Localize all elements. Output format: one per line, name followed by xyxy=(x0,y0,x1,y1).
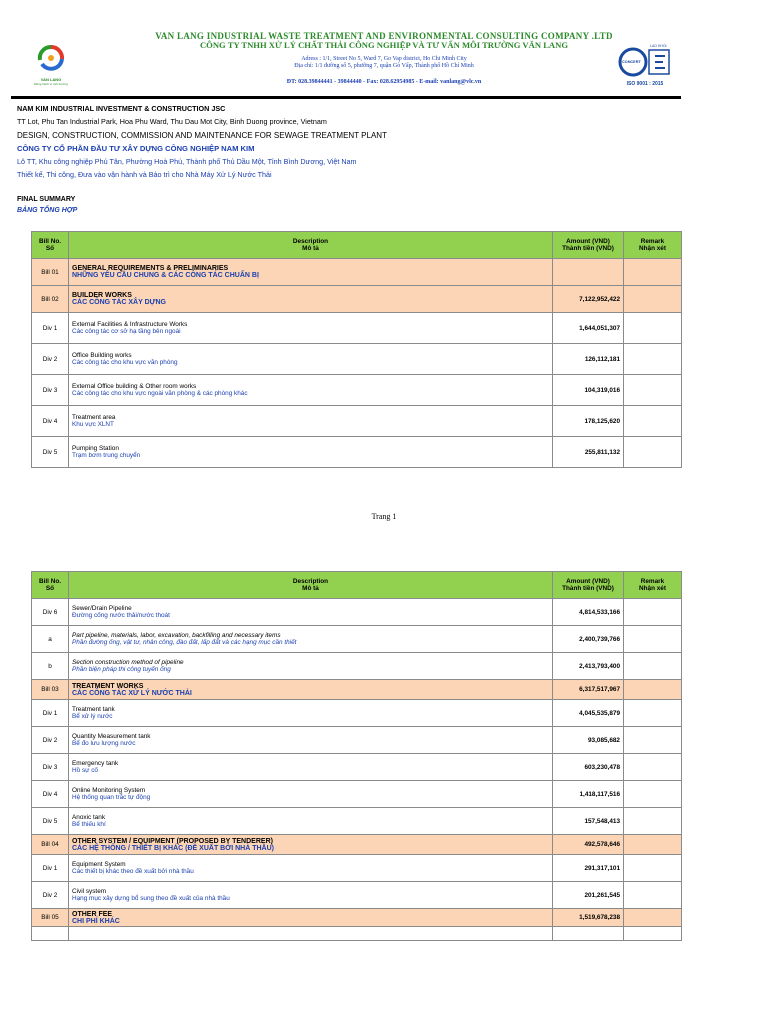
description-en: Equipment System xyxy=(72,861,126,868)
summary-table-page2 xyxy=(31,571,682,941)
description-vn: Các công tác cho khu vực văn phòng xyxy=(72,359,178,366)
amount-cell: 93,085,682 xyxy=(553,727,624,754)
remark-cell xyxy=(624,259,682,286)
description-cell xyxy=(69,259,553,286)
remark-cell xyxy=(624,808,682,835)
bill-no-cell: Div 2 xyxy=(32,344,69,375)
table-row xyxy=(32,855,682,882)
description-en: Online Monitoring System xyxy=(72,787,146,794)
header-description: Description Mô tả xyxy=(69,572,553,599)
amount-cell: 1,519,678,238 xyxy=(553,909,624,927)
remark-cell xyxy=(624,437,682,468)
cert-label: CONCERT xyxy=(622,60,641,64)
amount-cell: 157,548,413 xyxy=(553,808,624,835)
header-bill-no: Bill No. Số xyxy=(32,572,69,599)
description-cell xyxy=(69,754,553,781)
description-cell xyxy=(69,680,553,700)
company-name-vn: CÔNG TY TNHH XỬ LÝ CHẤT THẢI CÔNG NGHIỆP VÀ TƯ VẤN MÔI TRƯỜNG VĂN LANG xyxy=(199,40,569,50)
description-en: OTHER FEE xyxy=(72,910,113,918)
amount-cell: 2,400,739,766 xyxy=(553,626,624,653)
summary-title-en: FINAL SUMMARY xyxy=(17,196,76,203)
bill-section-row xyxy=(32,286,682,313)
company-contact: ĐT: 028.39844441 - 39844440 - Fax: 028.62954985 - E-mail: vanlang@vlc.vn xyxy=(286,79,482,85)
remark-cell xyxy=(624,835,682,855)
description-vn: Hệ thống quan trắc tự động xyxy=(72,794,151,801)
description-cell xyxy=(69,599,553,626)
description-en: Emergency tank xyxy=(72,760,119,767)
description-cell xyxy=(69,927,553,941)
company-address-en: Adress : 1/1, Street No 5, Ward 7, Go Vap district, Ho Chi Minh City xyxy=(301,56,467,62)
description-en: Sewer/Drain Pipeline xyxy=(72,605,132,612)
bill-no-cell: Div 5 xyxy=(32,437,69,468)
summary-title-vn: BẢNG TỔNG HỢP xyxy=(17,207,78,214)
page-number: Trang 1 xyxy=(371,512,397,521)
description-en: GENERAL REQUIREMENTS & PRELIMINARIES xyxy=(72,265,229,272)
description-cell xyxy=(69,700,553,727)
bill-no-cell: Div 6 xyxy=(32,599,69,626)
table-row xyxy=(32,653,682,680)
remark-cell xyxy=(624,286,682,313)
table-row xyxy=(32,882,682,909)
remark-cell xyxy=(624,344,682,375)
description-en: Pumping Station xyxy=(72,445,119,452)
bill-section-row xyxy=(32,909,682,927)
description-vn: CÁC HỆ THỐNG / THIẾT BỊ KHÁC (ĐỀ XUẤT BỞI NHÀ THẦU) xyxy=(72,844,274,852)
amount-cell xyxy=(553,927,624,941)
description-cell xyxy=(69,653,553,680)
description-vn: Trạm bơm trung chuyển xyxy=(72,452,141,459)
remark-cell xyxy=(624,909,682,927)
description-vn: NHỮNG YÊU CẦU CHUNG & CÁC CÔNG TÁC CHUẨN BỊ xyxy=(72,272,259,279)
client-address-en: TT Lot, Phu Tan Industrial Park, Hoa Phu Ward, Thu Dau Mot City, Binh Duong province, Vietnam xyxy=(17,117,327,126)
description-vn: Bể thiếu khí xyxy=(72,821,106,828)
bill-no-cell: Div 5 xyxy=(32,808,69,835)
bill-no-cell: Div 2 xyxy=(32,727,69,754)
header-remark: Remark Nhận xét xyxy=(624,232,682,259)
table-row xyxy=(32,344,682,375)
header-remark: Remark Nhận xét xyxy=(624,572,682,599)
description-vn: Hồ sự cố xyxy=(72,767,98,774)
table-row xyxy=(32,313,682,344)
remark-cell xyxy=(624,882,682,909)
header-amount: Amount (VND) Thành tiền (VND) xyxy=(553,232,624,259)
table-row xyxy=(32,599,682,626)
remark-cell xyxy=(624,855,682,882)
amount-cell: 201,261,545 xyxy=(553,882,624,909)
client-scope-en: DESIGN, CONSTRUCTION, COMMISSION AND MAINTENANCE FOR SEWAGE TREATMENT PLANT xyxy=(17,131,387,140)
description-cell xyxy=(69,313,553,344)
description-vn: Các công tác cơ sở hạ tầng bên ngoài xyxy=(72,328,181,335)
description-cell xyxy=(69,855,553,882)
amount-cell: 178,125,620 xyxy=(553,406,624,437)
description-en: Office Building works xyxy=(72,352,132,359)
table-row xyxy=(32,437,682,468)
description-en: Part pipeline, materials, labor, excavation, backfilling and necessary items xyxy=(72,632,281,639)
description-en: Quantity Measurement tank xyxy=(72,733,151,740)
amount-cell: 255,811,132 xyxy=(553,437,624,468)
description-vn: Phần biện pháp thi công tuyến ống xyxy=(72,666,171,673)
remark-cell xyxy=(624,375,682,406)
client-name-en: NAM KIM INDUSTRIAL INVESTMENT & CONSTRUCTION JSC xyxy=(17,104,226,113)
description-vn: CÁC CÔNG TÁC XỬ LÝ NƯỚC THẢI xyxy=(72,689,192,697)
bill-no-cell: Div 1 xyxy=(32,855,69,882)
remark-cell xyxy=(624,406,682,437)
bill-no-cell: Bill 04 xyxy=(32,835,69,855)
description-en: Treatment area xyxy=(72,414,116,421)
amount-cell: 492,578,646 xyxy=(553,835,624,855)
description-en: External Office building & Other room works xyxy=(72,383,197,390)
company-name-en: VAN LANG INDUSTRIAL WASTE TREATMENT AND ENVIRONMENTAL CONSULTING COMPANY .LTD xyxy=(155,31,613,41)
table-row xyxy=(32,375,682,406)
description-en: External Facilities & Infrastructure Works xyxy=(72,321,188,328)
iso-cert-logo xyxy=(617,44,673,90)
remark-cell xyxy=(624,680,682,700)
description-vn: CHI PHÍ KHÁC xyxy=(72,917,120,925)
client-scope-vn: Thiết kế, Thi công, Đưa vào vận hành và Bảo trì cho Nhà Máy Xử Lý Nước Thải xyxy=(17,170,272,179)
table-row xyxy=(32,727,682,754)
description-cell xyxy=(69,882,553,909)
description-vn: Khu vực XLNT xyxy=(72,421,114,428)
bill-no-cell: Div 2 xyxy=(32,882,69,909)
bill-section-row xyxy=(32,259,682,286)
amount-cell xyxy=(553,259,624,286)
description-en: OTHER SYSTEM / EQUIPMENT (PROPOSED BY TENDERER) xyxy=(72,837,273,845)
bill-no-cell: Bill 02 xyxy=(32,286,69,313)
remark-cell xyxy=(624,700,682,727)
bill-no-cell: Div 3 xyxy=(32,375,69,406)
bill-no-cell: Div 4 xyxy=(32,781,69,808)
description-cell xyxy=(69,406,553,437)
summary-table-page1 xyxy=(31,231,682,468)
description-vn: Các công tác cho khu vực ngoài văn phòng & các phòng khác xyxy=(72,390,248,397)
amount-cell: 1,644,051,307 xyxy=(553,313,624,344)
remark-cell xyxy=(624,653,682,680)
description-en: BUILDER WORKS xyxy=(72,292,132,299)
amount-cell: 126,112,181 xyxy=(553,344,624,375)
amount-cell: 1,418,117,516 xyxy=(553,781,624,808)
description-cell xyxy=(69,727,553,754)
description-vn: Phần đường ống, vật tư, nhân công, đào đất, lấp đất và các hạng mục cần thiết xyxy=(72,639,297,646)
description-cell xyxy=(69,344,553,375)
description-en: Treatment tank xyxy=(72,706,115,713)
description-cell xyxy=(69,835,553,855)
amount-cell: 2,413,793,400 xyxy=(553,653,624,680)
amount-cell: 291,317,101 xyxy=(553,855,624,882)
remark-cell xyxy=(624,754,682,781)
client-name-vn: CÔNG TY CỔ PHẦN ĐẦU TƯ XÂY DỰNG CÔNG NGHIỆP NAM KIM xyxy=(17,144,255,153)
bill-no-cell: Bill 03 xyxy=(32,680,69,700)
description-en: Civil system xyxy=(72,888,107,895)
description-cell xyxy=(69,286,553,313)
logo-caption: VAN LANG xyxy=(40,77,62,82)
description-cell xyxy=(69,781,553,808)
company-address-vn: Địa chỉ: 1/1 đường số 5, phường 7, quận Gò Vấp, Thành phố Hồ Chí Minh xyxy=(294,63,474,69)
remark-cell xyxy=(624,313,682,344)
iso-label: ISO 9001 : 2015 xyxy=(626,81,664,87)
bill-section-row xyxy=(32,680,682,700)
header-description: Description Mô tả xyxy=(69,232,553,259)
description-vn: Bể xử lý nước xyxy=(72,713,113,720)
bill-no-cell: Div 4 xyxy=(32,406,69,437)
remark-cell xyxy=(624,599,682,626)
remark-cell xyxy=(624,781,682,808)
description-cell xyxy=(69,437,553,468)
amount-cell: 7,122,952,422 xyxy=(553,286,624,313)
description-en: TREATMENT WORKS xyxy=(72,682,144,690)
description-cell xyxy=(69,909,553,927)
table-header-row xyxy=(32,232,682,259)
bill-no-cell: Div 1 xyxy=(32,313,69,344)
table-header-row xyxy=(32,572,682,599)
description-vn: Hạng mục xây dựng bổ sung theo đề xuất của nhà thầu xyxy=(72,895,230,902)
bill-no-cell: Div 1 xyxy=(32,700,69,727)
table-row xyxy=(32,927,682,941)
header-divider xyxy=(11,96,681,99)
header-bill-no: Bill No. Số xyxy=(32,232,69,259)
table-row xyxy=(32,626,682,653)
amount-cell: 603,230,478 xyxy=(553,754,624,781)
logo-tagline: Đồng hành vì môi trường xyxy=(34,82,68,86)
description-vn: Bể đo lưu lượng nước xyxy=(72,740,136,747)
description-en: Section construction method of pipeline xyxy=(72,659,184,666)
bill-no-cell: Div 3 xyxy=(32,754,69,781)
client-address-vn: Lô TT, Khu công nghiệp Phú Tân, Phường Hoà Phú, Thành phố Thủ Dầu Một, Tỉnh Bình Dương, Việt Nam xyxy=(17,157,357,166)
amount-cell: 4,814,533,166 xyxy=(553,599,624,626)
bill-no-cell: a xyxy=(32,626,69,653)
amount-cell: 4,045,535,879 xyxy=(553,700,624,727)
bill-no-cell: Bill 01 xyxy=(32,259,69,286)
description-cell xyxy=(69,626,553,653)
description-cell xyxy=(69,808,553,835)
description-cell xyxy=(69,375,553,406)
table-row xyxy=(32,754,682,781)
description-vn: Đường cống nước thải/nước thoát xyxy=(72,612,170,619)
table-row xyxy=(32,406,682,437)
amount-cell: 6,317,517,967 xyxy=(553,680,624,700)
bill-no-cell xyxy=(32,927,69,941)
remark-cell xyxy=(624,927,682,941)
table-row xyxy=(32,808,682,835)
description-vn: Các thiết bị khác theo đề xuất bởi nhà thầu xyxy=(72,868,194,875)
cert-small-text: LAO KHOI xyxy=(650,44,667,48)
amount-cell: 104,319,016 xyxy=(553,375,624,406)
table-row xyxy=(32,700,682,727)
header-amount: Amount (VND) Thành tiền (VND) xyxy=(553,572,624,599)
bill-section-row xyxy=(32,835,682,855)
description-en: Anoxic tank xyxy=(72,814,106,821)
table-row xyxy=(32,781,682,808)
remark-cell xyxy=(624,727,682,754)
bill-no-cell: b xyxy=(32,653,69,680)
description-vn: CÁC CÔNG TÁC XÂY DỰNG xyxy=(72,299,166,306)
bill-no-cell: Bill 05 xyxy=(32,909,69,927)
remark-cell xyxy=(624,626,682,653)
